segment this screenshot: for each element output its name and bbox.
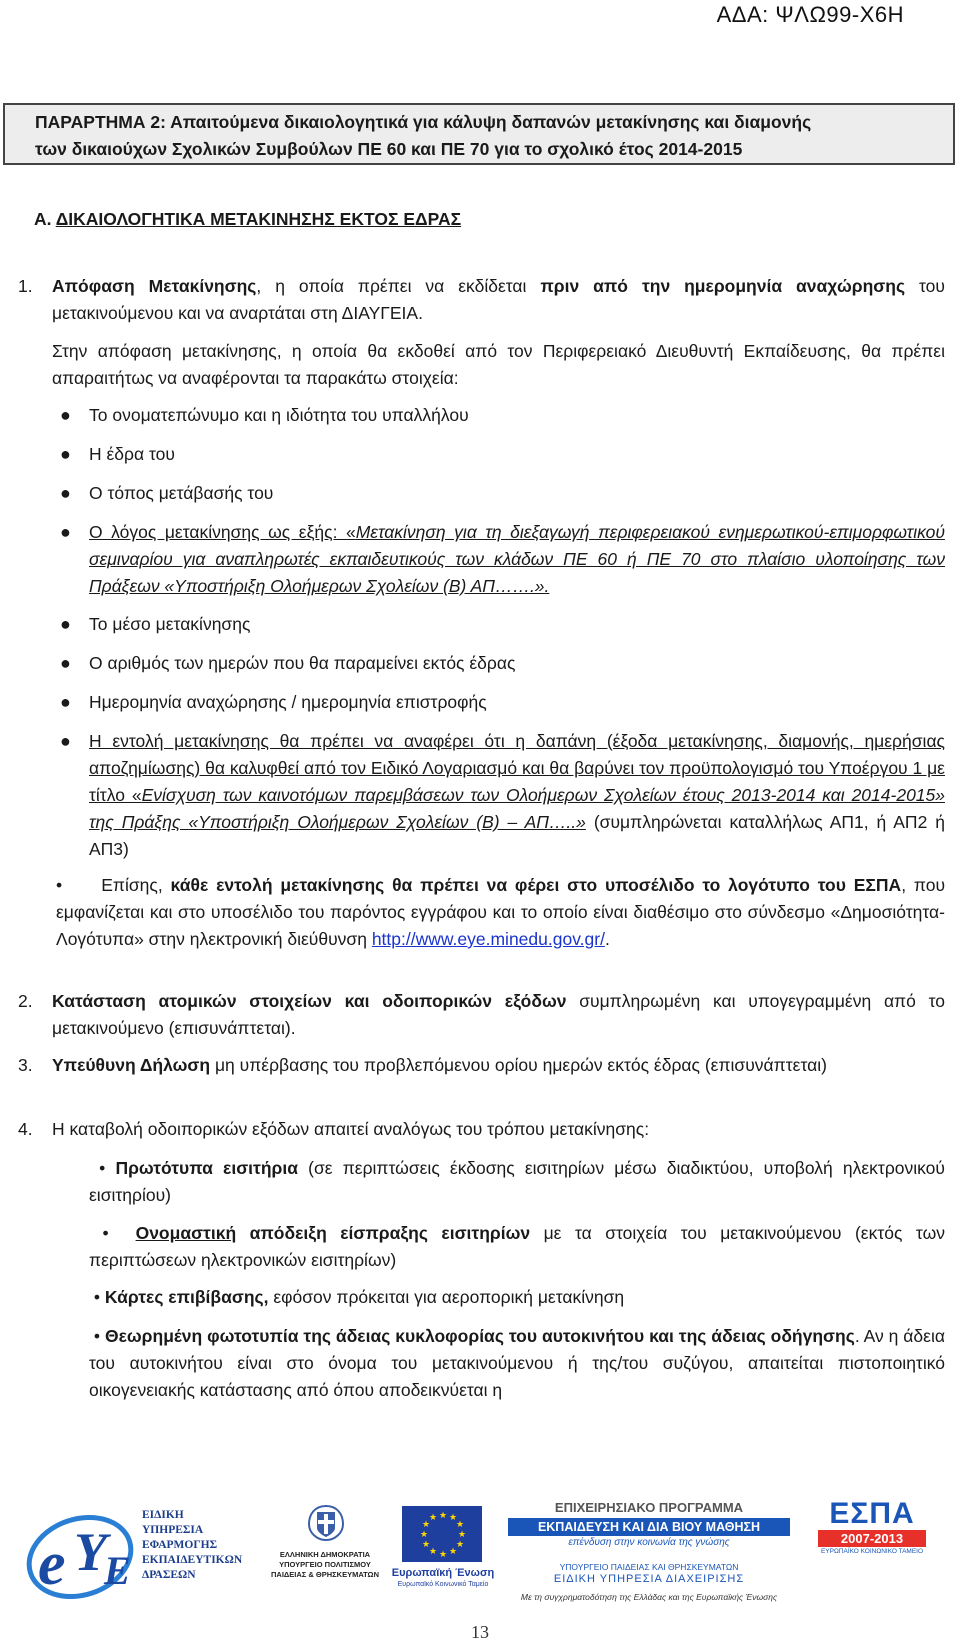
eye-line: ΔΡΑΣΕΩΝ [142,1569,196,1581]
eye-logo [18,1502,138,1602]
list-item: Ο αριθμός των ημερών που θα παραμείνει εκτός έδρας [89,653,516,673]
travel-order-paragraph [89,728,945,863]
sub-item-original-tickets [89,1155,945,1209]
svg-text:★: ★ [429,1547,438,1557]
sub-item-2-text: με τα στοιχεία του μετακινούμενου (εκτός των περιπτώσεων ηλεκτρονικών εισιτηρίων) [89,1223,945,1270]
sub-bullet: • [102,1223,109,1243]
item-4-text: Η καταβολή οδοιπορικών εξόδων απαιτεί αναλόγως του τρόπου μετακίνησης: [52,1119,650,1139]
travel-order-tail: (συμπληρώνεται καταλλήλως ΑΠ1, ή ΑΠ2 ή ΑΠ3) [89,812,945,859]
page-number: 13 [471,1622,489,1642]
espa-fund: ΕΥΡΩΠΑΪΚΟ ΚΟΙΝΩΝΙΚΟ ΤΑΜΕΙΟ [820,1548,924,1555]
section-a-heading [34,206,927,233]
item-3-text [52,1052,945,1079]
annex-title-box [3,103,955,165]
decision-label: Απόφαση Μετακίνησης [52,276,257,296]
sub-bullet: • [99,1158,106,1178]
sub-item-3-bold: Κάρτες επιβίβασης, [104,1287,269,1307]
ep-title: ΕΠΙΧΕΙΡΗΣΙΑΚΟ ΠΡΟΓΡΑΜΜΑ [554,1500,744,1515]
eye-logo-text [142,1508,242,1583]
item-2-number: 2. [18,991,33,1011]
ep-slogan: επένδυση στην κοινωνία της γνώσης [568,1537,730,1548]
annex-title-line-1: ΠΑΡΑΡΤΗΜΑ 2: Απαιτούμενα δικαιολογητικά για κάλυψη δαπανών μετακίνησης και διαμονής [35,112,812,132]
item-1-number: 1. [18,276,33,296]
item-1-text [52,273,945,327]
ministry2-line: ΕΙΔΙΚΗ ΥΠΗΡΕΣΙΑ ΔΙΑΧΕΙΡΙΣΗΣ [553,1573,745,1585]
item-3-number: 3. [18,1055,33,1075]
ep-name: ΕΚΠΑΙΔΕΥΣΗ ΚΑΙ ΔΙΑ ΒΙΟΥ ΜΑΘΗΣΗ [508,1518,790,1536]
ep-logo [508,1500,790,1556]
ministry2-text [508,1562,790,1586]
bullet-icon: ● [60,731,71,751]
svg-text:★: ★ [458,1530,467,1540]
sub-item-4-bold: Θεωρημένη φωτοτυπία της άδειας κυκλοφορίας του αυτοκινήτου και της άδειας οδήγησης [104,1326,855,1346]
footer-logos [0,1498,960,1608]
espa-title: ΕΣΠΑ [829,1497,915,1530]
greek-emblem-icon [303,1500,349,1544]
eye-line: ΕΦΑΡΜΟΓΗΣ [142,1539,218,1551]
sub-item-2-bold: απόδειξη είσπραξης εισιτηρίων [236,1223,531,1243]
svg-text:★: ★ [456,1540,465,1550]
item-2-bold: Κατάσταση ατομικών στοιχείων και οδοιπορικών εξόδων [52,991,567,1011]
sub-item-receipt [89,1220,945,1274]
sub-item-car-license [89,1323,945,1404]
svg-text:Y: Y [74,1522,107,1582]
eu-line: Ευρωπαϊκή Ένωση [391,1567,495,1579]
ministry-line: ΕΛΛΗΝΙΚΗ ΔΗΜΟΚΡΑΤΙΑ [279,1550,371,1559]
svg-text:★: ★ [456,1520,465,1530]
item-2-text [52,988,945,1042]
item-4-number: 4. [18,1119,33,1139]
eu-flag-icon [402,1506,482,1562]
eye-line: ΕΚΠΑΙΔΕΥΤΙΚΩΝ [142,1554,243,1566]
travel-reason [89,519,945,600]
list-item: Το ονοματεπώνυμο και η ιδιότητα του υπαλλήλου [89,405,469,425]
item-2-rest: συμπληρωμένη και υπογεγραμμένη από το μετακινούμενο (επισυνάπτεται). [52,991,946,1038]
decision-paragraph: Στην απόφαση μετακίνησης, η οποία θα εκδοθεί από τον Περιφερειακό Διευθυντή Εκπαίδευσης, θα πρέπει απαραιτήτως να αναφέρονται τα παρακάτω στοιχεία: [52,341,945,388]
travel-reason-label: Ο λόγος μετακίνησης ως εξής: « [89,522,356,542]
bullet-icon: ● [60,405,71,425]
decision-text-2: του μετακινούμενου και να αναρτάται στη ΔΙΑΥΓΕΙΑ. [52,276,945,323]
bullet-icon: ● [60,444,71,464]
ministry-logo-text [255,1550,395,1580]
sub-bullet: • [93,1326,101,1346]
svg-text:★: ★ [422,1520,431,1530]
ministry2-line: ΥΠΟΥΡΓΕΙΟ ΠΑΙΔΕΙΑΣ ΚΑΙ ΘΡΗΣΚΕΥΜΑΤΩΝ [559,1562,739,1572]
eye-line: ΥΠΗΡΕΣΙΑ [142,1524,204,1536]
decision-text-1: , η οποία πρέπει να εκδίδεται [256,276,541,296]
bullet-icon: ● [60,522,71,542]
item-3-rest: μη υπέρβασης του προβλεπόμενου ορίου ημερών εκτός έδρας (επισυνάπτεται) [210,1055,827,1075]
svg-text:E: E [104,1548,131,1593]
ada-code: ΑΔΑ: ΨΛΩ99-Χ6Η [716,2,904,27]
sub-item-1-bold: Πρωτότυπα εισιτήρια [115,1158,298,1178]
espa-logo [812,1498,932,1568]
ministry-line: ΥΠΟΥΡΓΕΙΟ ΠΟΛΙΤΙΣΜΟΥ [279,1560,371,1569]
espa-years: 2007-2013 [818,1530,926,1547]
also-bold: κάθε εντολή μετακίνησης θα πρέπει να φέρει στο υποσέλιδο το λογότυπο του ΕΣΠΑ [170,875,902,895]
sub-item-boarding-pass [89,1284,945,1311]
eu-line: Ευρωπαϊκό Κοινωνικό Ταμείο [397,1581,489,1588]
section-a-title: ΔΙΚΑΙΟΛΟΓΗΤΙΚΑ ΜΕΤΑΚΙΝΗΣΗΣ ΕΚΤΟΣ ΕΔΡΑΣ [55,209,462,229]
ministry-line: ΠΑΙΔΕΙΑΣ & ΘΡΗΣΚΕΥΜΑΤΩΝ [271,1570,379,1579]
also-text-2: , που εμφανίζεται και στο υποσέλιδο του παρόντος εγγράφου και το οποίο είναι διαθέσιμο στο σύνδεσμο «Δημοσιότητα-Λογότυπα» στην ηλεκτρονική διεύθυνση [56,875,946,949]
sub-bullet: • [93,1287,101,1307]
svg-text:★: ★ [439,1550,448,1560]
list-item: Η έδρα του [89,444,175,464]
also-text-1: Επίσης, [101,875,171,895]
list-item: Το μέσο μετακίνησης [89,614,251,634]
svg-text:e: e [38,1530,66,1598]
svg-text:★: ★ [420,1530,429,1540]
eye-website-link[interactable]: http://www.eye.minedu.gov.gr/ [371,929,605,949]
bullet-icon: ● [60,614,71,634]
travel-order-italic: Ενίσχυση των καινοτόμων παρεμβάσεων των Ολοήμερων Σχολείων έτους 2013-2014 και 2014-2015» της Πράξης «Υποστήριξη Ολοήμερων Σχολείων (Β) – ΑΠ…..» [89,785,945,832]
sub-item-2-underlined: Ονομαστική [135,1223,237,1243]
espa-logo-paragraph [56,872,945,953]
bullet-icon: ● [60,653,71,673]
bullet-icon: ● [60,483,71,503]
svg-text:★: ★ [439,1511,448,1521]
bullet-icon: ● [60,692,71,712]
svg-text:★: ★ [422,1540,431,1550]
list-item: Ο τόπος μετάβασής του [89,483,274,503]
svg-text:★: ★ [429,1513,438,1523]
also-bullet: • [56,875,63,895]
annex-title-line-2: των δικαιούχων Σχολικών Συμβούλων ΠΕ 60 και ΠΕ 70 για το σχολικό έτος 2014-2015 [35,139,743,159]
eu-logo-text [388,1566,498,1589]
sub-item-4-text: . Αν η άδεια του αυτοκινήτου είναι στο όνομα του μετακινούμενου ή της/του συζύγου, απαιτείται πιστοποιητικό οικογενειακής κατάστασης από όπου αποδεικνύεται η [89,1326,945,1400]
cofunding-note: Με τη συγχρηματοδότηση της Ελλάδας και της Ευρωπαϊκής Ένωσης [520,1592,778,1602]
svg-text:★: ★ [449,1547,458,1557]
sub-item-3-text: εφόσον πρόκειται για αεροπορική μετακίνηση [268,1287,625,1307]
section-a-prefix: Α. [34,209,56,229]
eye-line: ΕΙΔΙΚΗ [142,1509,184,1521]
svg-text:★: ★ [449,1513,458,1523]
sub-item-1-text: (σε περιπτώσεις έκδοσης εισιτηρίων μέσω διαδικτύου, υποβολή ηλεκτρονικού εισιτηρίου) [89,1158,945,1205]
decision-deadline: πριν από την ημερομηνία αναχώρησης [540,276,906,296]
item-3-bold: Υπεύθυνη Δήλωση [52,1055,211,1075]
travel-order-text: Η εντολή μετακίνησης θα πρέπει να αναφέρει ότι η δαπάνη (έξοδα μετακίνησης, διαμονής, ημερήσιας αποζημίωσης) θα καλυφθεί από τον Ειδικό Λογαριασμό και θα βαρύνει τον προϋπολογισμό του Υποέργου 1 με τίτλο « [89,731,945,805]
also-end: . [604,929,610,949]
list-item: Ημερομηνία αναχώρησης / ημερομηνία επιστροφής [89,692,487,712]
travel-reason-text: Μετακίνηση για τη διεξαγωγή περιφερειακού ενημερωτικού-επιμορφωτικού σεμιναρίου για αναπληρωτές εκπαιδευτικούς των κλάδων ΠΕ 60 ή ΠΕ 70 στο πλαίσιο υλοποίησης των Πράξεων «Υποστήριξη Ολοήμερων Σχολείων (Β) ΑΠ…….». [89,522,945,596]
